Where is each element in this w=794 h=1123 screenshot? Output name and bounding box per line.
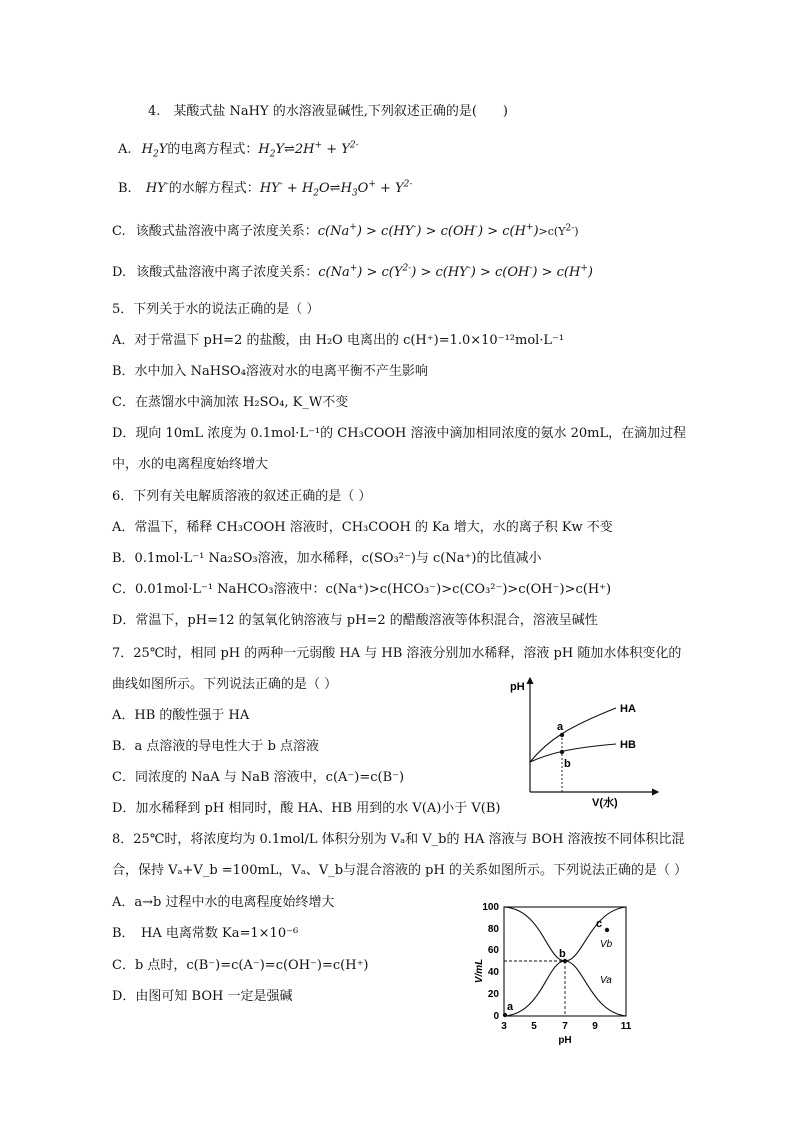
q7-chart [508,672,668,812]
q7-point-b [560,750,564,754]
q7-option-b: B．a 点溶液的导电性大于 b 点溶液 [112,739,320,754]
q8-xtick: 3 [501,1021,507,1032]
q6-option-c: C．0.01mol·L⁻¹ NaHCO₃溶液中：c(Na⁺)>c(HCO₃⁻)>c(CO₃²⁻)>c(OH⁻)>c(H⁺) [112,582,612,597]
q8-label-va: Va [600,975,612,986]
q8-option-d: D．由图可知 BOH 一定是强碱 [112,989,293,1004]
q6-option-b: B．0.1mol·L⁻¹ Na₂SO₃溶液，加水稀释，c(SO₃²⁻)与 c(Na⁺)的比值减小 [112,551,542,566]
q6-option-a: A．常温下，稀释 CH₃COOH 溶液时，CH₃COOH 的 Ka 增大，水的离子积 Kw 不变 [112,520,613,535]
q7-curve-ha [530,708,616,762]
q6-option-d: D．常温下，pH=12 的氢氧化钠溶液与 pH=2 的醋酸溶液等体积混合，溶液呈碱性 [112,613,598,628]
q7-option-c: C．同浓度的 NaA 与 NaB 溶液中，c(A⁻)=c(B⁻) [112,770,405,785]
q4-a-lhs: $H_2Y$ [141,142,168,160]
q4-option-b [118,180,412,198]
q7-label-a: a [557,721,564,733]
q8-label-c: c [596,918,603,930]
q5-option-b: B．水中加入 NaHSO₄溶液对水的电离平衡不产生影响 [112,364,428,379]
q4-b-label: B. [118,181,132,196]
q5-option-d-line2: 中，水的电离程度始终增大 [112,457,269,472]
q8-xtick: 7 [562,1021,568,1032]
q8-xtick: 5 [531,1021,537,1032]
q4-b-lhs: HY- [145,179,169,196]
q4-d-text: 该酸式盐溶液中离子浓度关系： [136,265,319,280]
q6-stem: 6．下列有关电解质溶液的叙述正确的是（ ） [112,489,372,504]
q8-xtick: 11 [620,1021,632,1032]
q8-point-c [605,928,609,932]
q4-a-text: 的电离方程式： [167,142,259,157]
q8-chart [462,897,642,1057]
q4-d-label: D. [112,265,127,280]
q8-point-a [503,1013,507,1017]
q7-stem-line2: 曲线如图所示。下列说法正确的是（ ） [112,677,338,692]
q4-a-rhs: $H_2Y\rightleftharpoons 2H^+ + Y^{2-}$ [258,140,359,160]
q8-xtick: 9 [592,1021,598,1032]
q7-label-b: b [564,758,571,770]
q8-xlabel: pH [558,1035,572,1046]
q8-stem-line2: 合，保持 Vₐ+V_b =100mL，Vₐ、V_b与混合溶液的 pH 的关系如图所示。下列说法正确的是（ ） [112,863,688,878]
q5-option-a: A．对于常温下 pH=2 的盐酸，由 H₂O 电离出的 c(H⁺)=1.0×10⁻¹²mol·L⁻¹ [112,333,565,348]
q4-stem: 4. 某酸式盐 NaHY 的水溶液显碱性,下列叙述正确的是( ) [148,104,508,119]
q8-ylabel: V/mL [474,958,485,984]
q7-label-hb: HB [620,739,636,751]
q5-option-c: C．在蒸馏水中滴加浓 H₂SO₄, K_W不变 [112,395,349,410]
q7-option-d: D．加水稀释到 pH 相同时，酸 HA、HB 用到的水 V(A)小于 V(B) [112,801,501,816]
q8-option-a: A．a→b 过程中水的电离程度始终增大 [112,895,335,910]
q4-d-rel: $c(Na^+) > c(Y^{2-}) > c(HY^-) > c(OH^-) > c(H^+)$ [318,263,593,280]
q8-xticks [501,1021,632,1032]
q8-ytick: 80 [487,924,499,935]
q5-option-d-line1: D．现向 10mL 浓度为 0.1mol·L⁻¹的 CH₃COOH 溶液中滴加相同浓度的氨水 20mL，在滴加过程 [112,426,687,441]
q4-c-rel: c(Na+) > c(HY-) > c(OH-) > c(H+) [317,222,539,239]
q5-stem: 5．下列关于水的说法正确的是（ ） [112,302,320,317]
q4-b-rhs: $HY^- + H_2O\rightleftharpoons H_3O^+ + Y^{2-}$ [259,179,413,199]
q7-ylabel: pH [510,681,525,693]
q8-label-vb: Vb [600,939,613,950]
q8-label-a: a [507,1001,514,1013]
q7-label-ha: HA [620,703,636,715]
q7-option-a: A．HB 的酸性强于 HA [112,708,250,723]
q8-option-c: C．b 点时，c(B⁻)=c(A⁻)=c(OH⁻)=c(H⁺) [112,958,369,973]
q7-point-a [560,733,564,737]
q7-stem-line1: 7．25℃时，相同 pH 的两种一元弱酸 HA 与 HB 溶液分别加水稀释，溶液 pH 随加水体积变化的 [112,646,682,661]
q8-ytick: 40 [487,967,499,978]
q4-option-d [112,264,593,282]
q4-option-c [112,223,579,241]
q8-stem-line1: 8．25℃时，将浓度均为 0.1mol/L 体积分别为 Vₐ和 V_b的 HA 溶液与 BOH 溶液按不同体积比混 [112,832,685,847]
q8-option-b: B． HA 电离常数 Ka=1×10⁻⁶ [112,926,299,941]
q7-xlabel: V(水) [592,797,618,809]
q8-ytick: 100 [482,902,499,913]
q8-ytick: 20 [487,989,499,1000]
q8-ytick: 60 [487,945,499,956]
q7-curve-hb [530,744,616,762]
q4-a-label: A. [118,142,132,157]
q4-c-label: C. [112,224,126,239]
q4-b-text: 的水解方程式： [168,181,260,196]
q4-c-tail: $>c(Y^{2-})$ [538,223,579,238]
q4-c-text: 该酸式盐溶液中离子浓度关系： [135,224,318,239]
q4-option-a [118,141,359,159]
q8-label-b: b [559,948,566,960]
q8-ytick: 0 [493,1011,499,1022]
